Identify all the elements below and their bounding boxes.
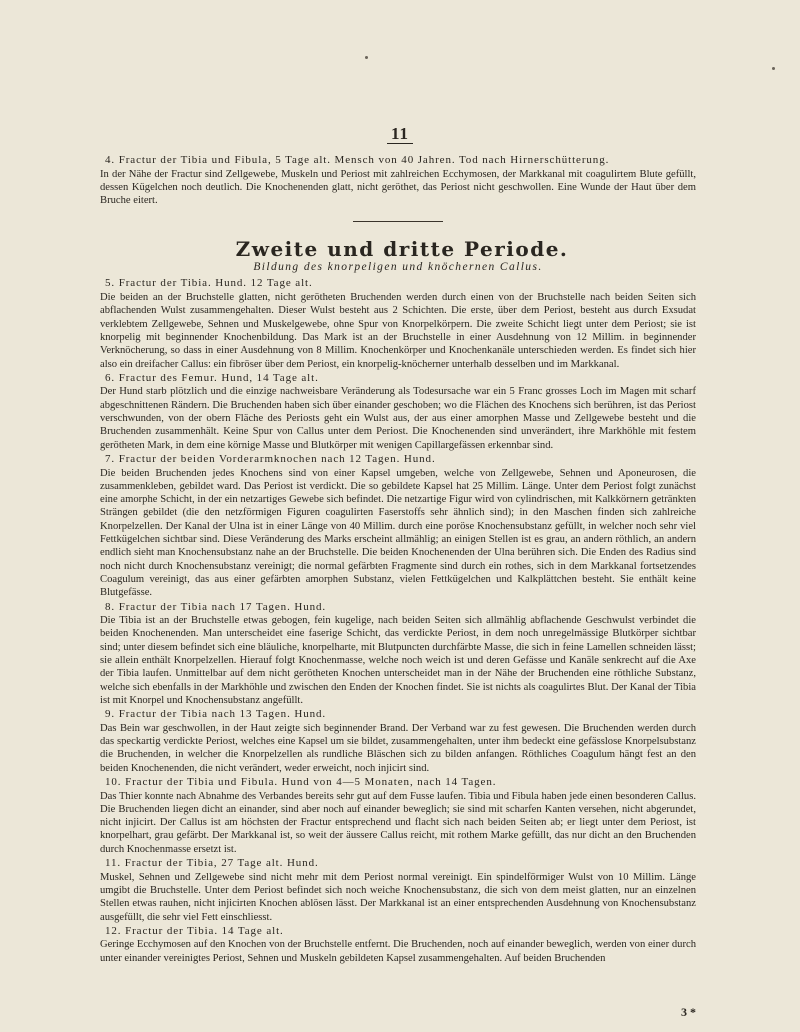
case-paragraph: Muskel, Sehnen und Zellgewebe sind nicht mehr mit dem Periost normal vereinigt. Ein spindelförmiger Wulst von 10 Millim. Länge umgibt die Bruchstelle. Unter dem Periost befindet sich noch weiche Knochensubstanz, die sich von dem meist glatten, nur an einzelnen Stellen etwas rauhen, nicht injicirten Knochen ablösen lässt. Der Markkanal ist an einer entsprechenden Ausdehnung von Knochensubstanz ausgefüllt, die sehr viel Fett einschliesst. (100, 871, 696, 923)
paper-speck (365, 56, 368, 59)
case-heading: 11. Fractur der Tibia, 27 Tage alt. Hund. (105, 857, 319, 870)
paper-speck (772, 67, 775, 70)
case-paragraph: Das Bein war geschwollen, in der Haut zeigte sich beginnender Brand. Der Verband war zu fest gewesen. Die Bruchenden werden durch das speckartig verdickte Periost, welches eine Kapsel um sie bildet, zusammengehalten, unter ihm bedeckt eine gefässlose Knorpelsubstanz die Bruchenden, in welcher die Knorpelzellen als rundliche Bläschen sich zu bilden anfangen. Röthliches Coagulum hängt fest an den beiden Knochenenden, die nicht verändert, weder erweicht, noch injicirt sind. (100, 722, 696, 774)
section-subtitle: Bildung des knorpeligen und knöchernen Callus. (253, 261, 543, 274)
section-title: Zweite und dritte Periode. (235, 237, 569, 262)
case-heading: 10. Fractur der Tibia und Fibula. Hund von 4—5 Monaten, nach 14 Tagen. (105, 775, 497, 788)
case-heading: 9. Fractur der Tibia nach 13 Tagen. Hund. (105, 708, 327, 721)
case-heading: 7. Fractur der beiden Vorderarmknochen nach 12 Tagen. Hund. (105, 452, 436, 465)
case-paragraph: Die beiden an der Bruchstelle glatten, nicht gerötheten Bruchenden werden durch einen von der Bruchstelle nach beiden Seiten sich abflachenden Wulst zusammengehalten. Dieser Wulst besteht aus 2 Schichten. Die erste, über dem Periost, besteht aus durch Exsudat verklebtem Zellgewebe, Sehnen und Muskelgewebe, ohne Spur von Knorpelkörpern. Die zweite Schicht liegt unter dem Periost; sie ist knorpelig mit beginnender Knochenbildung. Das Mark ist an der Bruchstelle in einer Ausdehnung von 12 Millim. in beginnender Verknöcherung, so dass in einer Ausdehnung von 8 Millim. Knochenkörper und Knochenkanäle unterschieden werden. Es findet sich hier also ein dreifacher Callus: ein fibröser über dem Periost, ein knorpelig-knöcherner unterhalb desselben und im Markkanal. (100, 292, 696, 370)
case-paragraph: In der Nähe der Fractur sind Zellgewebe, Muskeln und Periost mit zahlreichen Ecchymosen, der Markkanal mit coagulirtem Blute gefüllt, dessen Kügelchen noch deutlich. Die Knochenenden glatt, nicht geröthet, das Periost nicht geschwollen. Eine Wunde der Haut über dem Bruche eitert. (100, 168, 696, 207)
case-paragraph: Das Thier konnte nach Abnahme des Verbandes bereits sehr gut auf dem Fusse laufen. Tibia und Fibula haben jede einen besonderen Callus. Die Bruchenden liegen dicht an einander, sind aber noch auf einander beweglich; sie sind mit scharfen Kanten versehen, nicht abgerundet, nicht injicirt. Der Callus ist am höchsten der Fractur entsprechend und flacht sich nach beiden Seiten ab; er liegt unter dem Periost, ist knorpelhart, grau gefärbt. Der Markkanal ist, so weit der äussere Callus reicht, mit rothem Marke gefüllt, das nur dicht an den Bruchenden durch Knochenmasse ersetzt ist. (100, 790, 696, 855)
case-paragraph: Die beiden Bruchenden jedes Knochens sind von einer Kapsel umgeben, welche von Zellgewebe, Sehnen und Aponeurosen, die zusammenkleben, gebildet ward. Das Periost ist verdickt. Die so gebildete Kapsel hat 25 Millim. Länge. Unter dem Periost folgt zunächst eine amorphe Schicht, in der ein netzartiges Gewebe sich befindet. Die netzartige Figur wird von cylindrischen, mit Kalkkörnern getränkten Strängen gebildet (die den netzförmigen Figuren coagulirten Faserstoffs sehr ähnlich sind); in den Maschen finden sich zahlreiche Knorpelzellen. Der Kanal der Ulna ist in einer Länge von 40 Millim. durch eine poröse Knochensubstanz gefüllt, in welcher noch sehr viel Fettkügelchen sichtbar sind. Diese Veränderung des Marks erscheint allmählig; an einigen Stellen ist es grau, an andern röthlich, an andern endlich sieht man Knochensubstanz nahe an der Bruchstelle. Die beiden Knochenenden der Ulna berühren sich. Die Enden des Radius sind noch nicht durch Knochensubstanz vereinigt; die normal gefärbten Fragmente sind durch ein rothes, sich in dem Markkanal fortsetzendes Coagulum vereinigt, das aus einer gefärbten amorphen Substanz, vielen Fettkügelchen und Kalkplättchen besteht. Sie enthält keine Blutgefässe. (100, 467, 696, 599)
case-heading: 8. Fractur der Tibia nach 17 Tagen. Hund. (105, 600, 327, 613)
case-heading: 5. Fractur der Tibia. Hund. 12 Tage alt. (105, 277, 313, 290)
case-heading: 4. Fractur der Tibia und Fibula, 5 Tage alt. Mensch von 40 Jahren. Tod nach Hirnerschütterung. (105, 154, 610, 166)
section-divider (353, 221, 443, 222)
body-text (100, 153, 696, 965)
case-paragraph: Geringe Ecchymosen auf den Knochen von der Bruchstelle entfernt. Die Bruchenden, noch auf einander beweglich, werden von einer durch unter einander vereinigtes Periost, Sehnen und Muskeln gebildeten Kapsel zusammengehalten. Auf beiden Bruchenden (100, 939, 696, 964)
signature-mark: 3 * (681, 1005, 696, 1019)
case-paragraph: Die Tibia ist an der Bruchstelle etwas gebogen, fein kugelige, nach beiden Seiten sich allmählig abflachende Geschwulst verbindet die beiden Knochenenden. Man unterscheidet eine faserige Schicht, das verdickte Periost, in dem noch unregelmässige Blutkörper sichtbar sind; unter diesem befindet sich eine bläuliche, knorpelharte, mit Blutpuncten durchfärbte Masse, die sich in feine Lamellen schneiden lässt; sie allein enthält Knorpelzellen. Hierauf folgt Knochenmasse, welche noch weich ist und deren Gefässe und Kanäle senkrecht auf die Axe der Tibia laufen. Unmittelbar auf dem nicht gerötheten Knochen unterscheidet man in der Nähe der Bruchenden eine röthliche Substanz, welche sich ebenfalls in der Markhöhle und zwischen den Enden der Knochen findet. Sie ist nichts als coagulirtes Blut. Der Kanal der Tibia ist mit Knorpel und Knochensubstanz angefüllt. (100, 615, 696, 706)
case-heading: 6. Fractur des Femur. Hund, 14 Tage alt. (105, 371, 319, 384)
page-number: 11 (0, 124, 800, 144)
case-paragraph: Der Hund starb plötzlich und die einzige nachweisbare Veränderung als Todesursache war ein 5 Franc grosses Loch im Magen mit scharf abgeschnittenen Rändern. Die Bruchenden haben sich über einander geschoben; wo die Flächen des Knochens sich berühren, ist das Periost verschwunden, von der obern Fläche des Periosts geht ein Wulst aus, der aus einer amorphen Masse und Zellgewebe besteht und die Bruchenden zusammenhält. Keine Spur von Callus unter dem Periost. Die Knochenenden sind unverändert, ihre Markhöhle mit festem gerötheten Mark, in dem eine körnige Masse und Blutkörper mit wenigen Capillargefässen erkennbar sind. (100, 386, 696, 451)
case-heading: 12. Fractur der Tibia. 14 Tage alt. (105, 924, 284, 937)
